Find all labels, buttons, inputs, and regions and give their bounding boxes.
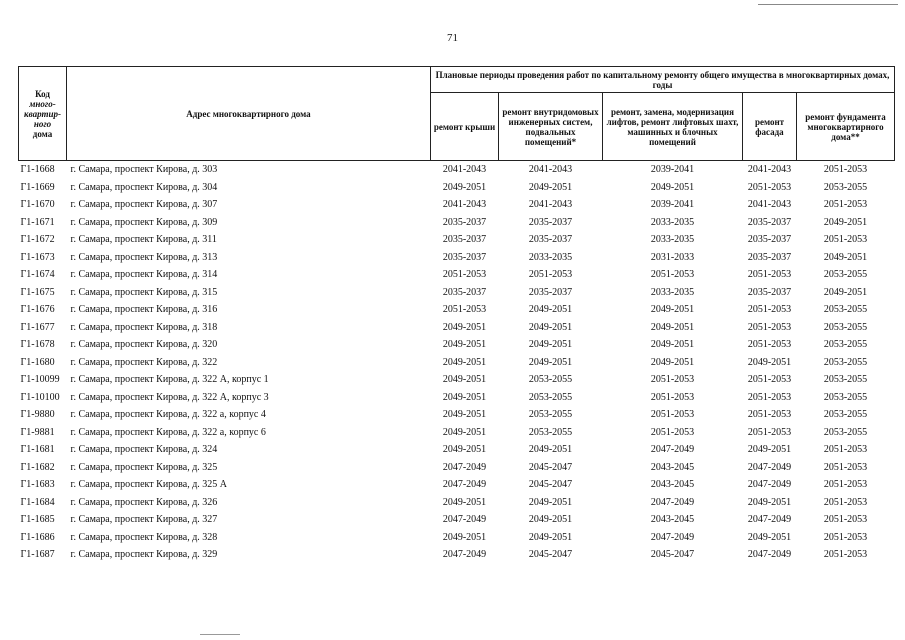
address-cell: г. Самара, проспект Кирова, д. 324 xyxy=(70,444,218,455)
foundation-cell: 2051-2053 xyxy=(823,164,868,175)
systems-cell: 2035-2037 xyxy=(528,216,573,228)
facade-cell: 2051-2053 xyxy=(747,181,792,193)
roof-cell: 2049-2051 xyxy=(442,391,487,403)
facade-cell: 2051-2053 xyxy=(747,391,792,403)
roof-cell: 2049-2051 xyxy=(442,374,487,385)
code-cell: Г1-1682 xyxy=(20,461,55,473)
foundation-cell: 2053-2055 xyxy=(823,304,868,315)
address-cell: г. Самара, проспект Кирова, д. 325 xyxy=(70,461,218,473)
lifts-cell: 2051-2053 xyxy=(650,374,695,385)
roof-cell: 2049-2051 xyxy=(442,426,487,438)
facade-cell: 2047-2049 xyxy=(747,461,792,473)
table-row xyxy=(19,284,895,302)
systems-cell: 2053-2055 xyxy=(528,426,573,438)
table-row xyxy=(19,459,895,477)
table-row xyxy=(19,494,895,512)
address-cell: г. Самара, проспект Кирова, д. 316 xyxy=(70,304,218,315)
table-row xyxy=(19,406,895,424)
systems-cell: 2033-2035 xyxy=(528,251,573,263)
code-cell: Г1-1678 xyxy=(20,339,55,350)
roof-cell: 2051-2053 xyxy=(442,304,487,315)
roof-cell: 2049-2051 xyxy=(442,339,487,350)
foundation-cell: 2051-2053 xyxy=(823,461,868,473)
table-row xyxy=(19,336,895,354)
lifts-cell: 2031-2033 xyxy=(650,251,695,263)
table-row xyxy=(19,214,895,232)
foundation-cell: 2049-2051 xyxy=(823,251,868,263)
address-cell: г. Самара, проспект Кирова, д. 322 а, корпус 6 xyxy=(70,426,266,438)
lifts-cell: 2051-2053 xyxy=(650,269,695,280)
address-cell: г. Самара, проспект Кирова, д. 303 xyxy=(70,164,218,175)
address-cell: г. Самара, проспект Кирова, д. 311 xyxy=(70,234,217,245)
facade-cell: 2047-2049 xyxy=(747,514,792,525)
header-address: Адрес многоквартирного дома xyxy=(67,67,431,161)
code-cell: Г1-1681 xyxy=(20,444,55,455)
roof-cell: 2041-2043 xyxy=(442,164,487,175)
code-cell: Г1-10100 xyxy=(20,391,60,403)
code-cell: Г1-1674 xyxy=(20,269,55,280)
facade-cell: 2049-2051 xyxy=(747,444,792,455)
facade-cell: 2051-2053 xyxy=(747,339,792,350)
lifts-cell: 2049-2051 xyxy=(650,339,695,350)
foundation-cell: 2053-2055 xyxy=(823,374,868,385)
code-cell: Г1-1668 xyxy=(20,164,55,175)
facade-cell: 2051-2053 xyxy=(747,409,792,420)
address-cell: г. Самара, проспект Кирова, д. 318 xyxy=(70,321,218,333)
systems-cell: 2045-2047 xyxy=(528,549,573,560)
lifts-cell: 2039-2041 xyxy=(650,199,695,210)
lifts-cell: 2033-2035 xyxy=(650,234,695,245)
header-facade: ремонт фасада xyxy=(743,93,797,161)
roof-cell: 2049-2051 xyxy=(442,321,487,333)
foundation-cell: 2053-2055 xyxy=(823,409,868,420)
address-cell: г. Самара, проспект Кирова, д. 315 xyxy=(70,286,218,298)
table-row xyxy=(19,354,895,372)
page-number: 71 xyxy=(447,32,458,44)
table-row xyxy=(19,441,895,459)
systems-cell: 2049-2051 xyxy=(528,339,573,350)
code-cell: Г1-1672 xyxy=(20,234,55,245)
facade-cell: 2049-2051 xyxy=(747,356,792,368)
facade-cell: 2047-2049 xyxy=(747,549,792,560)
address-cell: г. Самара, проспект Кирова, д. 304 xyxy=(70,181,218,193)
roof-cell: 2049-2051 xyxy=(442,496,487,508)
systems-cell: 2041-2043 xyxy=(528,199,573,210)
header-code xyxy=(19,67,67,161)
roof-cell: 2049-2051 xyxy=(442,409,487,420)
roof-cell: 2049-2051 xyxy=(442,356,487,368)
header-code-line3: дома xyxy=(32,128,53,139)
foundation-cell: 2051-2053 xyxy=(823,514,868,525)
lifts-cell: 2033-2035 xyxy=(650,286,695,298)
top-rule xyxy=(758,4,898,5)
foundation-cell: 2053-2055 xyxy=(823,321,868,333)
roof-cell: 2049-2051 xyxy=(442,531,487,543)
facade-cell: 2051-2053 xyxy=(747,304,792,315)
lifts-cell: 2043-2045 xyxy=(650,479,695,490)
facade-cell: 2051-2053 xyxy=(747,269,792,280)
facade-cell: 2035-2037 xyxy=(747,234,792,245)
facade-cell: 2035-2037 xyxy=(747,251,792,263)
roof-cell: 2047-2049 xyxy=(442,461,487,473)
code-cell: Г1-1673 xyxy=(20,251,55,263)
systems-cell: 2053-2055 xyxy=(528,374,573,385)
address-cell: г. Самара, проспект Кирова, д. 320 xyxy=(70,339,218,350)
table-row xyxy=(19,179,895,197)
foundation-cell: 2051-2053 xyxy=(823,199,868,210)
roof-cell: 2047-2049 xyxy=(442,514,487,525)
code-cell: Г1-1676 xyxy=(20,304,55,315)
lifts-cell: 2051-2053 xyxy=(650,391,695,403)
facade-cell: 2047-2049 xyxy=(747,479,792,490)
address-cell: г. Самара, проспект Кирова, д. 322 а, корпус 4 xyxy=(70,409,266,420)
systems-cell: 2049-2051 xyxy=(528,531,573,543)
code-cell: Г1-9881 xyxy=(20,426,55,438)
address-cell: г. Самара, проспект Кирова, д. 325 А xyxy=(70,479,228,490)
lifts-cell: 2051-2053 xyxy=(650,426,695,438)
systems-cell: 2053-2055 xyxy=(528,391,573,403)
facade-cell: 2049-2051 xyxy=(747,496,792,508)
capital-repair-table xyxy=(18,66,895,564)
address-cell: г. Самара, проспект Кирова, д. 309 xyxy=(70,216,218,228)
code-cell: Г1-1685 xyxy=(20,514,55,525)
address-cell: г. Самара, проспект Кирова, д. 307 xyxy=(70,199,218,210)
table-row xyxy=(19,476,895,494)
table-row xyxy=(19,196,895,214)
table-row xyxy=(19,546,895,564)
roof-cell: 2041-2043 xyxy=(442,199,487,210)
code-cell: Г1-1680 xyxy=(20,356,55,368)
lifts-cell: 2049-2051 xyxy=(650,321,695,333)
code-cell: Г1-1686 xyxy=(20,531,55,543)
foundation-cell: 2051-2053 xyxy=(823,234,868,245)
lifts-cell: 2045-2047 xyxy=(650,549,695,560)
facade-cell: 2051-2053 xyxy=(747,321,792,333)
table-row xyxy=(19,389,895,407)
lifts-cell: 2039-2041 xyxy=(650,164,695,175)
bottom-rule xyxy=(200,634,240,635)
table-row xyxy=(19,231,895,249)
table-row xyxy=(19,249,895,267)
systems-cell: 2049-2051 xyxy=(528,514,573,525)
table-row xyxy=(19,529,895,547)
systems-cell: 2049-2051 xyxy=(528,181,573,193)
foundation-cell: 2051-2053 xyxy=(823,549,868,560)
address-cell: г. Самара, проспект Кирова, д. 327 xyxy=(70,514,218,525)
header-systems: ремонт внутридомовых инженерных систем, подвальных помещений* xyxy=(499,93,603,161)
lifts-cell: 2043-2045 xyxy=(650,514,695,525)
lifts-cell: 2047-2049 xyxy=(650,531,695,543)
table-row xyxy=(19,511,895,529)
roof-cell: 2047-2049 xyxy=(442,479,487,490)
foundation-cell: 2053-2055 xyxy=(823,181,868,193)
foundation-cell: 2049-2051 xyxy=(823,286,868,298)
code-cell: Г1-1684 xyxy=(20,496,55,508)
roof-cell: 2051-2053 xyxy=(442,269,487,280)
header-foundation: ремонт фундамента многоквартирного дома** xyxy=(797,93,895,161)
code-cell: Г1-10099 xyxy=(20,374,60,385)
facade-cell: 2051-2053 xyxy=(747,374,792,385)
facade-cell: 2051-2053 xyxy=(747,426,792,438)
header-code-line2: много-квартир-ного xyxy=(24,98,61,129)
table-row xyxy=(19,424,895,442)
roof-cell: 2035-2037 xyxy=(442,286,487,298)
address-cell: г. Самара, проспект Кирова, д. 313 xyxy=(70,251,218,263)
foundation-cell: 2051-2053 xyxy=(823,531,868,543)
systems-cell: 2049-2051 xyxy=(528,304,573,315)
table-row xyxy=(19,266,895,284)
lifts-cell: 2049-2051 xyxy=(650,304,695,315)
foundation-cell: 2053-2055 xyxy=(823,339,868,350)
header-periods: Плановые периоды проведения работ по капитальному ремонту общего имущества в многоквартирных домах, годы xyxy=(431,67,895,93)
foundation-cell: 2053-2055 xyxy=(823,269,868,280)
code-cell: Г1-9880 xyxy=(20,409,55,420)
facade-cell: 2041-2043 xyxy=(747,164,792,175)
systems-cell: 2045-2047 xyxy=(528,461,573,473)
code-cell: Г1-1677 xyxy=(20,321,55,333)
systems-cell: 2045-2047 xyxy=(528,479,573,490)
roof-cell: 2049-2051 xyxy=(442,181,487,193)
roof-cell: 2035-2037 xyxy=(442,216,487,228)
lifts-cell: 2047-2049 xyxy=(650,444,695,455)
facade-cell: 2049-2051 xyxy=(747,531,792,543)
header-roof: ремонт крыши xyxy=(431,93,499,161)
systems-cell: 2035-2037 xyxy=(528,286,573,298)
foundation-cell: 2051-2053 xyxy=(823,496,868,508)
address-cell: г. Самара, проспект Кирова, д. 326 xyxy=(70,496,218,508)
facade-cell: 2035-2037 xyxy=(747,216,792,228)
table-row xyxy=(19,371,895,389)
address-cell: г. Самара, проспект Кирова, д. 329 xyxy=(70,549,218,560)
lifts-cell: 2051-2053 xyxy=(650,409,695,420)
address-cell: г. Самара, проспект Кирова, д. 322 А, корпус 1 xyxy=(70,374,269,385)
table-row xyxy=(19,301,895,319)
systems-cell: 2049-2051 xyxy=(528,356,573,368)
code-cell: Г1-1670 xyxy=(20,199,55,210)
foundation-cell: 2053-2055 xyxy=(823,426,868,438)
roof-cell: 2035-2037 xyxy=(442,251,487,263)
address-cell: г. Самара, проспект Кирова, д. 328 xyxy=(70,531,218,543)
table-row xyxy=(19,161,895,179)
code-cell: Г1-1675 xyxy=(20,286,55,298)
lifts-cell: 2049-2051 xyxy=(650,181,695,193)
lifts-cell: 2033-2035 xyxy=(650,216,695,228)
foundation-cell: 2051-2053 xyxy=(823,444,868,455)
systems-cell: 2041-2043 xyxy=(528,164,573,175)
address-cell: г. Самара, проспект Кирова, д. 322 xyxy=(70,356,218,368)
roof-cell: 2035-2037 xyxy=(442,234,487,245)
foundation-cell: 2051-2053 xyxy=(823,479,868,490)
roof-cell: 2047-2049 xyxy=(442,549,487,560)
foundation-cell: 2049-2051 xyxy=(823,216,868,228)
roof-cell: 2049-2051 xyxy=(442,444,487,455)
code-cell: Г1-1687 xyxy=(20,549,55,560)
systems-cell: 2051-2053 xyxy=(528,269,573,280)
header-code-line1: Код xyxy=(35,88,50,99)
table-row xyxy=(19,319,895,337)
code-cell: Г1-1683 xyxy=(20,479,55,490)
systems-cell: 2049-2051 xyxy=(528,321,573,333)
systems-cell: 2035-2037 xyxy=(528,234,573,245)
systems-cell: 2049-2051 xyxy=(528,496,573,508)
code-cell: Г1-1671 xyxy=(20,216,55,228)
systems-cell: 2053-2055 xyxy=(528,409,573,420)
lifts-cell: 2049-2051 xyxy=(650,356,695,368)
lifts-cell: 2047-2049 xyxy=(650,496,695,508)
header-lifts: ремонт, замена, модернизация лифтов, ремонт лифтовых шахт, машинных и блочных помещений xyxy=(603,93,743,161)
address-cell: г. Самара, проспект Кирова, д. 322 А, корпус 3 xyxy=(70,391,269,403)
systems-cell: 2049-2051 xyxy=(528,444,573,455)
address-cell: г. Самара, проспект Кирова, д. 314 xyxy=(70,269,218,280)
code-cell: Г1-1669 xyxy=(20,181,55,193)
foundation-cell: 2053-2055 xyxy=(823,356,868,368)
facade-cell: 2041-2043 xyxy=(747,199,792,210)
foundation-cell: 2053-2055 xyxy=(823,391,868,403)
facade-cell: 2035-2037 xyxy=(747,286,792,298)
lifts-cell: 2043-2045 xyxy=(650,461,695,473)
